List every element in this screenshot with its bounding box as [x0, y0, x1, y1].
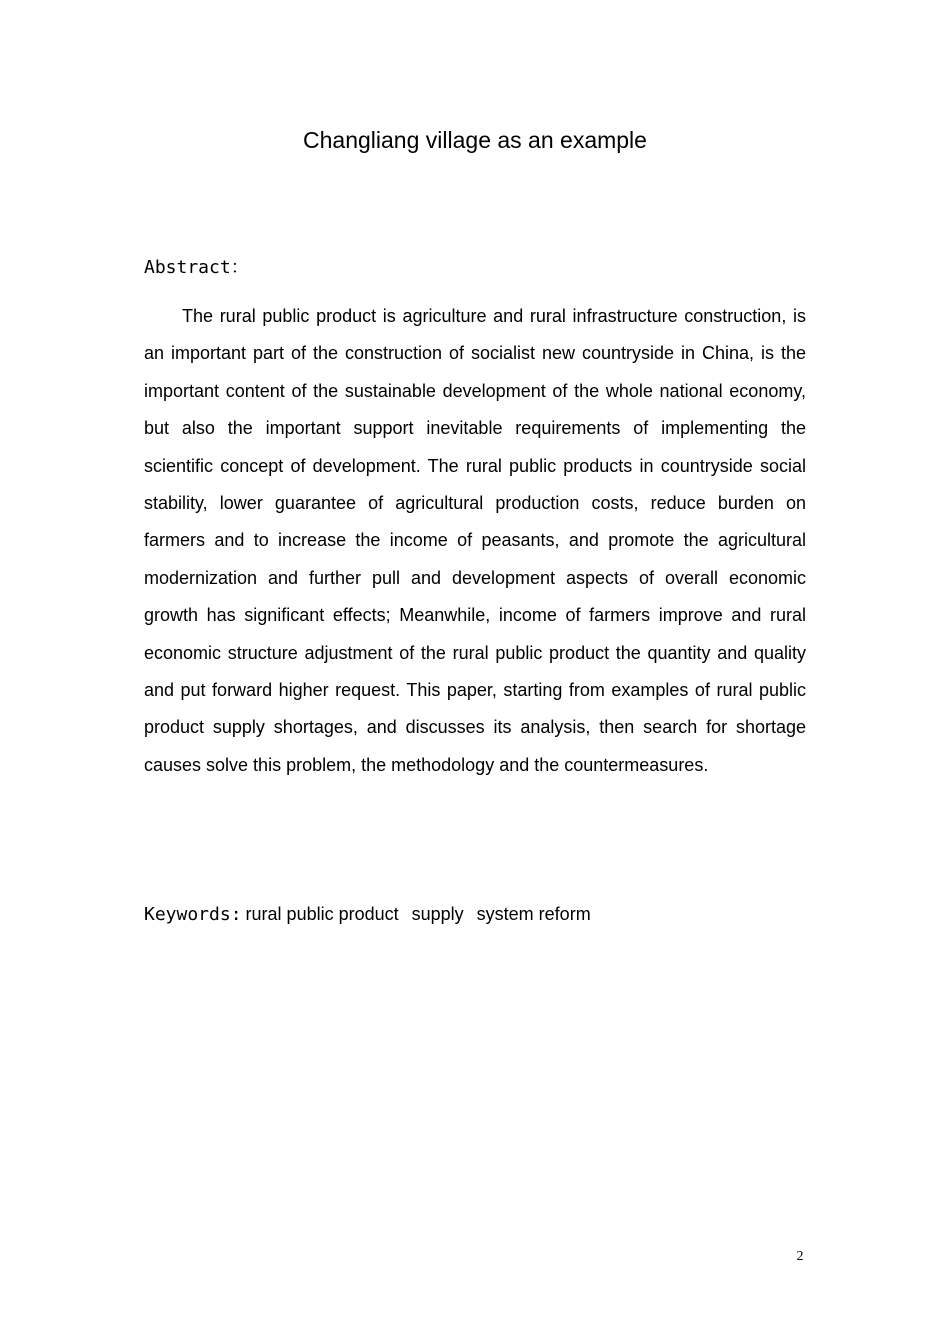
page-number: 2: [796, 1249, 804, 1264]
keywords-label: Keywords:: [144, 904, 242, 925]
page-title: Changliang village as an example: [303, 127, 647, 153]
abstract-label: Abstract：: [144, 257, 249, 278]
keyword-item: system reform: [476, 904, 591, 924]
keyword-item: rural public product: [245, 904, 399, 924]
keywords-line: [144, 901, 591, 928]
abstract-body: The rural public product is agriculture and rural infrastructure construction, is an important part of the construction of socialist new countryside in China, is the important content of the sustainable development of the whole national economy, but also the important support inevitable requirements of implementing the scientific concept of development. The rural public products in countryside social stability, lower guarantee of agricultural production costs, reduce burden on farmers and to increase the income of peasants, and promote the agricultural modernization and further pull and development aspects of overall economic growth has significant effects; Meanwhile, income of farmers improve and rural economic structure adjustment of the rural public product the quantity and quality and put forward higher request. This paper, starting from examples of rural public product supply shortages, and discusses its analysis, then search for shortage causes solve this problem, the methodology and the countermeasures.: [144, 306, 806, 775]
keyword-item: supply: [411, 904, 464, 924]
